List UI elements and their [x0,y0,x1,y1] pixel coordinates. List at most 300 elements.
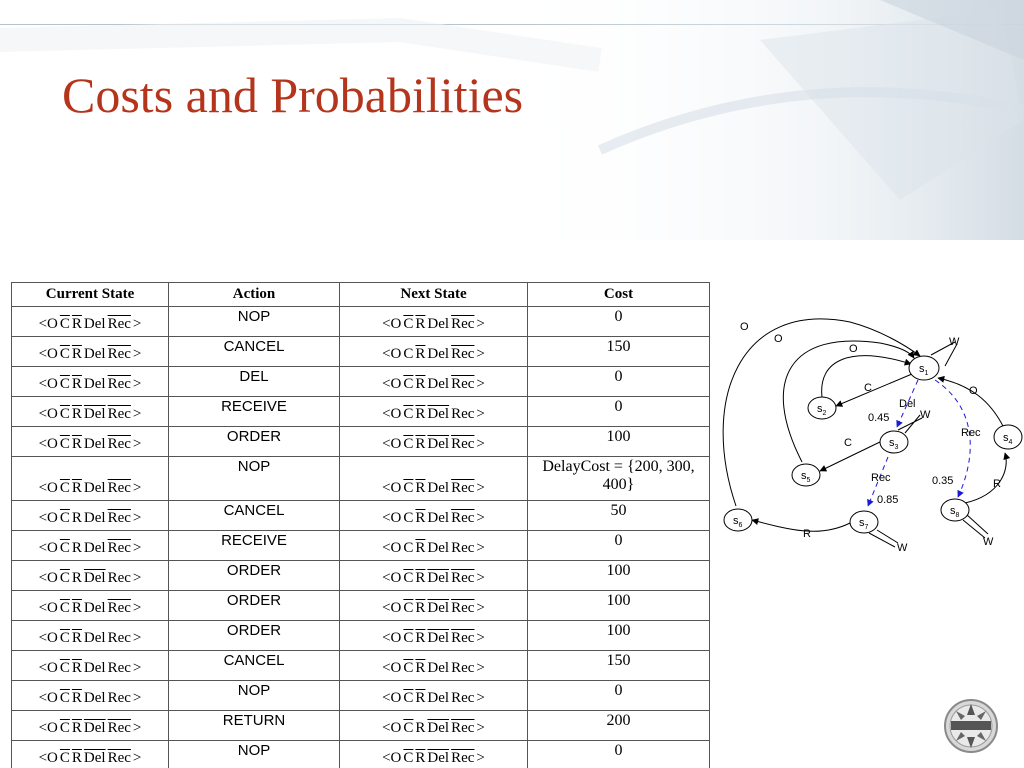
column-header-action: Action [169,283,340,307]
state-token: > [132,480,142,496]
state-token: $\overline{Del}$ [83,720,106,736]
state-token: <O [382,510,402,526]
table-row [12,367,710,397]
next-state-cell [340,501,528,531]
state-token: $\overline{C}$ [59,540,70,556]
state-token: $\overline{C}$ [59,690,70,706]
state-token: R [415,720,426,736]
label-o-outer: O [740,321,749,333]
next-state-cell [340,367,528,397]
state-token: > [132,690,142,706]
node-s2 [808,397,836,419]
state-token: $\overline{R}$ [415,316,426,332]
state-token: > [132,600,142,616]
state-token: C [403,540,414,556]
node-s5 [792,464,820,486]
state-token: > [476,480,485,496]
next-state-cell [340,711,528,741]
state-token: <O [38,510,58,526]
state-token: $\overline{Rec}$ [107,316,131,332]
state-token: $\overline{C}$ [403,660,414,676]
state-token: $\overline{C}$ [403,600,414,616]
state-token: $\overline{C}$ [59,436,70,452]
state-token: > [132,346,142,362]
state-token: Del [427,480,450,496]
action-cell: ORDER [169,427,340,457]
state-token: > [476,690,485,706]
state-token: R [71,540,82,556]
state-token: <O [38,436,58,452]
state-token: Del [83,630,106,646]
state-token: $\overline{Rec}$ [451,316,475,332]
state-token: > [132,660,142,676]
column-header-next-state: Next State [340,283,528,307]
svg-text:s8: $s_8$ [950,505,960,519]
state-token: $\overline{C}$ [59,480,70,496]
state-token: $\overline{Rec}$ [107,346,131,362]
state-token: $\overline{Del}$ [427,720,450,736]
state-token: $\overline{Rec}$ [451,720,475,736]
table-row [12,741,710,768]
state-token: $\overline{C}$ [59,600,70,616]
state-token: $\overline{R}$ [71,690,82,706]
state-token: > [132,316,142,332]
state-token: <O [382,630,402,646]
state-token: $\overline{R}$ [71,750,82,766]
state-token: <O [38,406,58,422]
state-token: $\overline{C}$ [403,436,414,452]
state-token: <O [382,316,402,332]
state-token: $\overline{R}$ [415,346,426,362]
state-token: $\overline{Del}$ [83,750,106,766]
state-token: $\overline{Rec}$ [107,480,131,496]
state-transition-table [11,282,710,768]
state-token: $\overline{Rec}$ [451,346,475,362]
node-s6 [724,509,752,531]
table-row [12,531,710,561]
state-token: <O [382,750,402,766]
state-token: Del [427,660,450,676]
table-row [12,681,710,711]
state-token: <O [38,540,58,556]
state-token: $\overline{C}$ [59,316,70,332]
state-token: <O [382,346,402,362]
table-row [12,457,710,501]
current-state-cell [12,591,169,621]
state-token: <O [382,540,402,556]
next-state-cell [340,307,528,337]
cost-cell: 0 [528,307,710,337]
state-token: $\overline{C}$ [403,406,414,422]
svg-text:s6: $s_6$ [733,515,743,529]
state-token: <O [38,600,58,616]
state-token: C [403,510,414,526]
table-row [12,711,710,741]
loop-s8-w [963,514,988,538]
label-c-s5: C [844,437,852,449]
table-row [12,397,710,427]
state-token: $\overline{Rec}$ [107,540,131,556]
state-token: Del [83,600,106,616]
action-cell: RECEIVE [169,531,340,561]
state-token: Del [83,346,106,362]
current-state-cell [12,651,169,681]
state-token: <O [382,436,402,452]
state-token: > [476,540,485,556]
cost-cell: 100 [528,427,710,457]
state-token: <O [38,316,58,332]
state-token: > [132,570,142,586]
state-token: Del [427,316,450,332]
state-token: $\overline{Rec}$ [451,750,475,766]
state-token: $\overline{Rec}$ [451,436,475,452]
state-token: $\overline{R}$ [415,750,426,766]
action-cell: CANCEL [169,501,340,531]
svg-text:s1: $s_1$ [919,363,929,377]
state-token: <O [382,600,402,616]
state-token: $\overline{C}$ [59,406,70,422]
cost-cell: 0 [528,397,710,427]
state-token: $\overline{C}$ [403,480,414,496]
label-r-s4: R [993,478,1001,490]
state-token: $\overline{Del}$ [427,750,450,766]
state-token: $\overline{R}$ [71,436,82,452]
state-token: $\overline{R}$ [415,600,426,616]
action-cell: ORDER [169,621,340,651]
state-token: > [476,436,485,452]
state-token: Del [83,376,106,392]
state-token: $\overline{Rec}$ [451,570,475,586]
loop-s3-w [898,415,922,433]
node-s1 [909,356,939,380]
state-token: <O [38,570,58,586]
state-token: $\overline{Del}$ [83,570,106,586]
state-token: <O [382,480,402,496]
cost-cell: 150 [528,651,710,681]
state-token: Del [83,690,106,706]
next-state-cell [340,651,528,681]
next-state-cell [340,427,528,457]
state-token: > [476,660,485,676]
label-c-s2: C [864,382,872,394]
state-token: <O [38,660,58,676]
next-state-cell [340,681,528,711]
state-token: <O [382,406,402,422]
state-token: Rec [451,690,475,706]
action-cell: ORDER [169,561,340,591]
state-token: <O [382,660,402,676]
action-cell: NOP [169,307,340,337]
node-s4 [994,425,1022,449]
state-token: Del [427,540,450,556]
cost-cell: 0 [528,741,710,768]
state-token: $\overline{R}$ [71,630,82,646]
cost-cell: 100 [528,561,710,591]
state-token: $\overline{Rec}$ [107,510,131,526]
action-cell: DEL [169,367,340,397]
state-token: Del [83,316,106,332]
cost-cell: 50 [528,501,710,531]
state-token: $\overline{Rec}$ [107,720,131,736]
current-state-cell [12,681,169,711]
action-cell: NOP [169,741,340,768]
current-state-cell [12,397,169,427]
state-token: <O [382,690,402,706]
label-rec-s7: Rec [871,472,891,484]
state-token: <O [38,480,58,496]
state-token: C [403,346,414,362]
svg-text:s5: $s_5$ [801,470,811,484]
current-state-cell [12,621,169,651]
next-state-cell [340,741,528,768]
state-token: R [71,570,82,586]
state-token: > [476,346,485,362]
state-token: $\overline{R}$ [71,316,82,332]
state-token: <O [382,570,402,586]
state-token: $\overline{C}$ [403,316,414,332]
cost-cell: 0 [528,681,710,711]
state-token: Rec [451,540,475,556]
column-header-cost: Cost [528,283,710,307]
state-token: $\overline{R}$ [71,346,82,362]
label-del: Del [899,398,916,410]
cost-cell: 200 [528,711,710,741]
state-token: Del [83,480,106,496]
slide-title: Costs and Probabilities [62,67,524,123]
table-row [12,307,710,337]
state-token: R [71,510,82,526]
state-token: $\overline{C}$ [403,376,414,392]
current-state-cell [12,501,169,531]
table-row [12,501,710,531]
state-token: Del [83,540,106,556]
next-state-cell [340,621,528,651]
state-token: $\overline{Rec}$ [451,376,475,392]
action-cell: CANCEL [169,337,340,367]
state-token: Del [83,510,106,526]
state-token: $\overline{R}$ [71,480,82,496]
state-token: Rec [107,630,131,646]
label-p-del: 0.45 [868,412,890,424]
next-state-cell [340,531,528,561]
node-s7 [850,511,878,533]
label-w-s1: W [949,336,960,348]
label-o-mid: O [774,333,783,345]
state-token: > [476,720,485,736]
state-token: $\overline{C}$ [403,690,414,706]
state-token: $\overline{C}$ [403,720,414,736]
state-token: Rec [107,690,131,706]
state-token: $\overline{Rec}$ [107,406,131,422]
state-token: $\overline{R}$ [71,720,82,736]
edge-s7-s6-r [752,520,850,531]
state-token: $\overline{C}$ [59,660,70,676]
state-token: Del [83,436,106,452]
current-state-cell [12,337,169,367]
state-token: $\overline{Rec}$ [107,436,131,452]
table-row [12,561,710,591]
state-token: $\overline{C}$ [403,750,414,766]
state-token: $\overline{Del}$ [427,630,450,646]
state-token: Rec [107,570,131,586]
label-o-inner: O [849,343,858,355]
state-token: $\overline{Rec}$ [107,600,131,616]
state-token: > [132,720,142,736]
state-token: $\overline{Rec}$ [107,376,131,392]
state-token: <O [38,720,58,736]
action-cell: ORDER [169,591,340,621]
state-token: > [476,376,485,392]
label-w-s3: W [920,409,931,421]
state-token: $\overline{R}$ [71,660,82,676]
table-row [12,427,710,457]
state-token: $\overline{C}$ [403,630,414,646]
current-state-cell [12,427,169,457]
state-token: > [132,630,142,646]
compass-logo-icon [943,698,999,754]
cost-cell: 0 [528,367,710,397]
state-token: $\overline{C}$ [403,570,414,586]
state-token: $\overline{Rec}$ [451,600,475,616]
table-row [12,591,710,621]
state-token: > [132,750,142,766]
svg-text:s2: $s_2$ [817,403,827,417]
state-transition-diagram [715,300,1024,560]
state-token: $\overline{R}$ [415,630,426,646]
state-token: > [132,436,142,452]
label-rec-s8: Rec [961,427,981,439]
state-token: $\overline{R}$ [71,600,82,616]
state-token: $\overline{R}$ [415,660,426,676]
node-s8 [941,499,969,521]
state-token: $\overline{Del}$ [427,570,450,586]
next-state-cell [340,337,528,367]
state-token: > [476,510,485,526]
state-token: Del [83,660,106,676]
state-token: $\overline{R}$ [415,406,426,422]
cost-cell: 0 [528,531,710,561]
cost-cell: 150 [528,337,710,367]
label-o-s4: O [969,385,978,397]
action-cell: CANCEL [169,651,340,681]
state-token: > [476,600,485,616]
state-token: <O [38,376,58,392]
current-state-cell [12,457,169,501]
cost-cell: DelayCost = {200, 300, 400} [528,457,710,501]
state-token: Del [427,690,450,706]
state-token: Rec [451,660,475,676]
current-state-cell [12,367,169,397]
label-r-s6: R [803,528,811,540]
column-header-current-state: Current State [12,283,169,307]
state-token: $\overline{C}$ [59,720,70,736]
next-state-cell [340,561,528,591]
state-transition-table-wrap [11,282,709,768]
state-token: > [132,406,142,422]
state-token: $\overline{C}$ [59,630,70,646]
state-token: $\overline{C}$ [59,750,70,766]
table-row [12,337,710,367]
next-state-cell [340,457,528,501]
current-state-cell [12,561,169,591]
state-token: > [476,630,485,646]
table-header-row [12,283,710,307]
current-state-cell [12,741,169,768]
label-w-s7: W [897,542,908,554]
next-state-cell [340,397,528,427]
state-token: > [476,406,485,422]
state-token: $\overline{R}$ [71,376,82,392]
label-p-rec7: 0.85 [877,494,899,506]
state-token: $\overline{R}$ [415,570,426,586]
svg-text:s4: $s_4$ [1003,432,1013,446]
state-token: $\overline{Del}$ [83,406,106,422]
table-row [12,651,710,681]
svg-text:s7: $s_7$ [859,517,869,531]
cost-cell: 100 [528,591,710,621]
state-token: Del [427,510,450,526]
state-token: Rec [451,406,475,422]
state-token: > [132,376,142,392]
state-token: Del [427,376,450,392]
state-token: > [476,570,485,586]
state-token: $\overline{R}$ [415,690,426,706]
state-token: $\overline{Rec}$ [451,510,475,526]
next-state-cell [340,591,528,621]
state-token: $\overline{R}$ [71,406,82,422]
state-token: <O [382,376,402,392]
state-token: $\overline{R}$ [415,436,426,452]
label-w-s8: W [983,536,994,548]
current-state-cell [12,307,169,337]
state-token: <O [38,690,58,706]
state-token: $\overline{C}$ [59,376,70,392]
state-token: > [476,750,485,766]
state-token: $\overline{Del}$ [427,406,450,422]
state-token: Rec [107,660,131,676]
background-decoration [0,0,1024,300]
state-token: $\overline{Del}$ [427,436,450,452]
state-token: $\overline{R}$ [415,376,426,392]
state-token: $\overline{C}$ [59,346,70,362]
state-token: $\overline{Rec}$ [451,630,475,646]
state-token: $\overline{Rec}$ [107,750,131,766]
loop-s7-w [869,530,898,547]
action-cell: RECEIVE [169,397,340,427]
state-token: $\overline{C}$ [59,570,70,586]
cost-cell: 100 [528,621,710,651]
table-body [12,307,710,768]
state-token: <O [38,346,58,362]
state-token: Del [427,346,450,362]
state-token: <O [38,630,58,646]
state-token: > [132,540,142,556]
node-s3 [880,431,908,453]
state-token: $\overline{Del}$ [427,600,450,616]
action-cell: NOP [169,457,340,501]
state-token: $\overline{R}$ [415,540,426,556]
current-state-cell [12,711,169,741]
state-token: > [132,510,142,526]
table-row [12,621,710,651]
state-token: $\overline{Rec}$ [451,480,475,496]
state-token: <O [38,750,58,766]
action-cell: RETURN [169,711,340,741]
current-state-cell [12,531,169,561]
state-token: $\overline{R}$ [415,480,426,496]
label-p-rec8: 0.35 [932,475,954,487]
svg-text:s3: $s_3$ [889,437,899,451]
